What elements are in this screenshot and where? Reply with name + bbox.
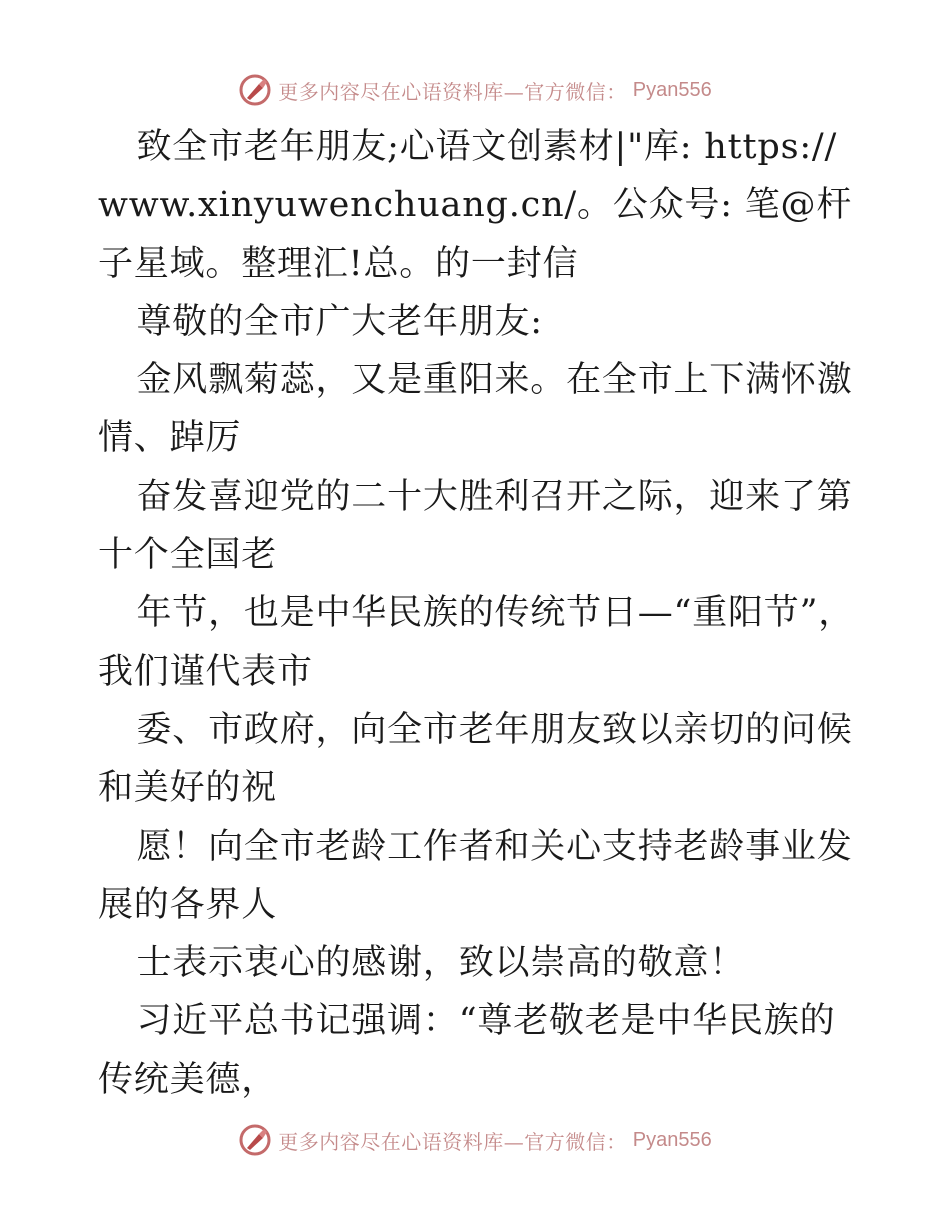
footer-watermark bbox=[0, 1120, 950, 1160]
header-watermark bbox=[0, 70, 950, 110]
paragraph-line: 习近平总书记强调：“尊老敬老是中华民族的传统美德， bbox=[98, 1001, 836, 1100]
paragraph-title: 致全市老年朋友;心语文创素材|"库: https://www.xinyuwenchuang.cn/。公众号: 笔@杆子星域。整理汇!总。的一封信 bbox=[98, 127, 853, 284]
watermark-wechat-id: Pyan556 bbox=[632, 1128, 712, 1151]
paragraph-line: 奋发喜迎党的二十大胜利召开之际，迎来了第十个全国老 bbox=[98, 476, 853, 576]
paragraph-line: 年节，也是中华民族的传统节日—“重阳节”，我们谨代表市 bbox=[98, 593, 855, 692]
pen-nib-logo-icon bbox=[238, 73, 272, 107]
paragraph-line: 士表示衷心的感谢，致以崇高的敬意！ bbox=[136, 943, 746, 984]
paragraph-salutation: 尊敬的全市广大老年朋友: bbox=[136, 301, 543, 342]
paragraph-line: 愿！向全市老龄工作者和关心支持老龄事业发展的各界人 bbox=[98, 826, 853, 925]
watermark-text: 更多内容尽在心语资料库—官方微信： bbox=[278, 1129, 627, 1154]
pen-nib-logo-icon bbox=[238, 1123, 272, 1157]
paragraph-line: 委、市政府，向全市老年朋友致以亲切的问候和美好的祝 bbox=[98, 709, 853, 809]
watermark-wechat-id: Pyan556 bbox=[632, 78, 712, 101]
paragraph-line: 金风飘菊蕊，又是重阳来。在全市上下满怀激情、踔厉 bbox=[98, 360, 853, 459]
watermark-text: 更多内容尽在心语资料库—官方微信： bbox=[278, 79, 627, 104]
letter-body bbox=[98, 118, 858, 1109]
